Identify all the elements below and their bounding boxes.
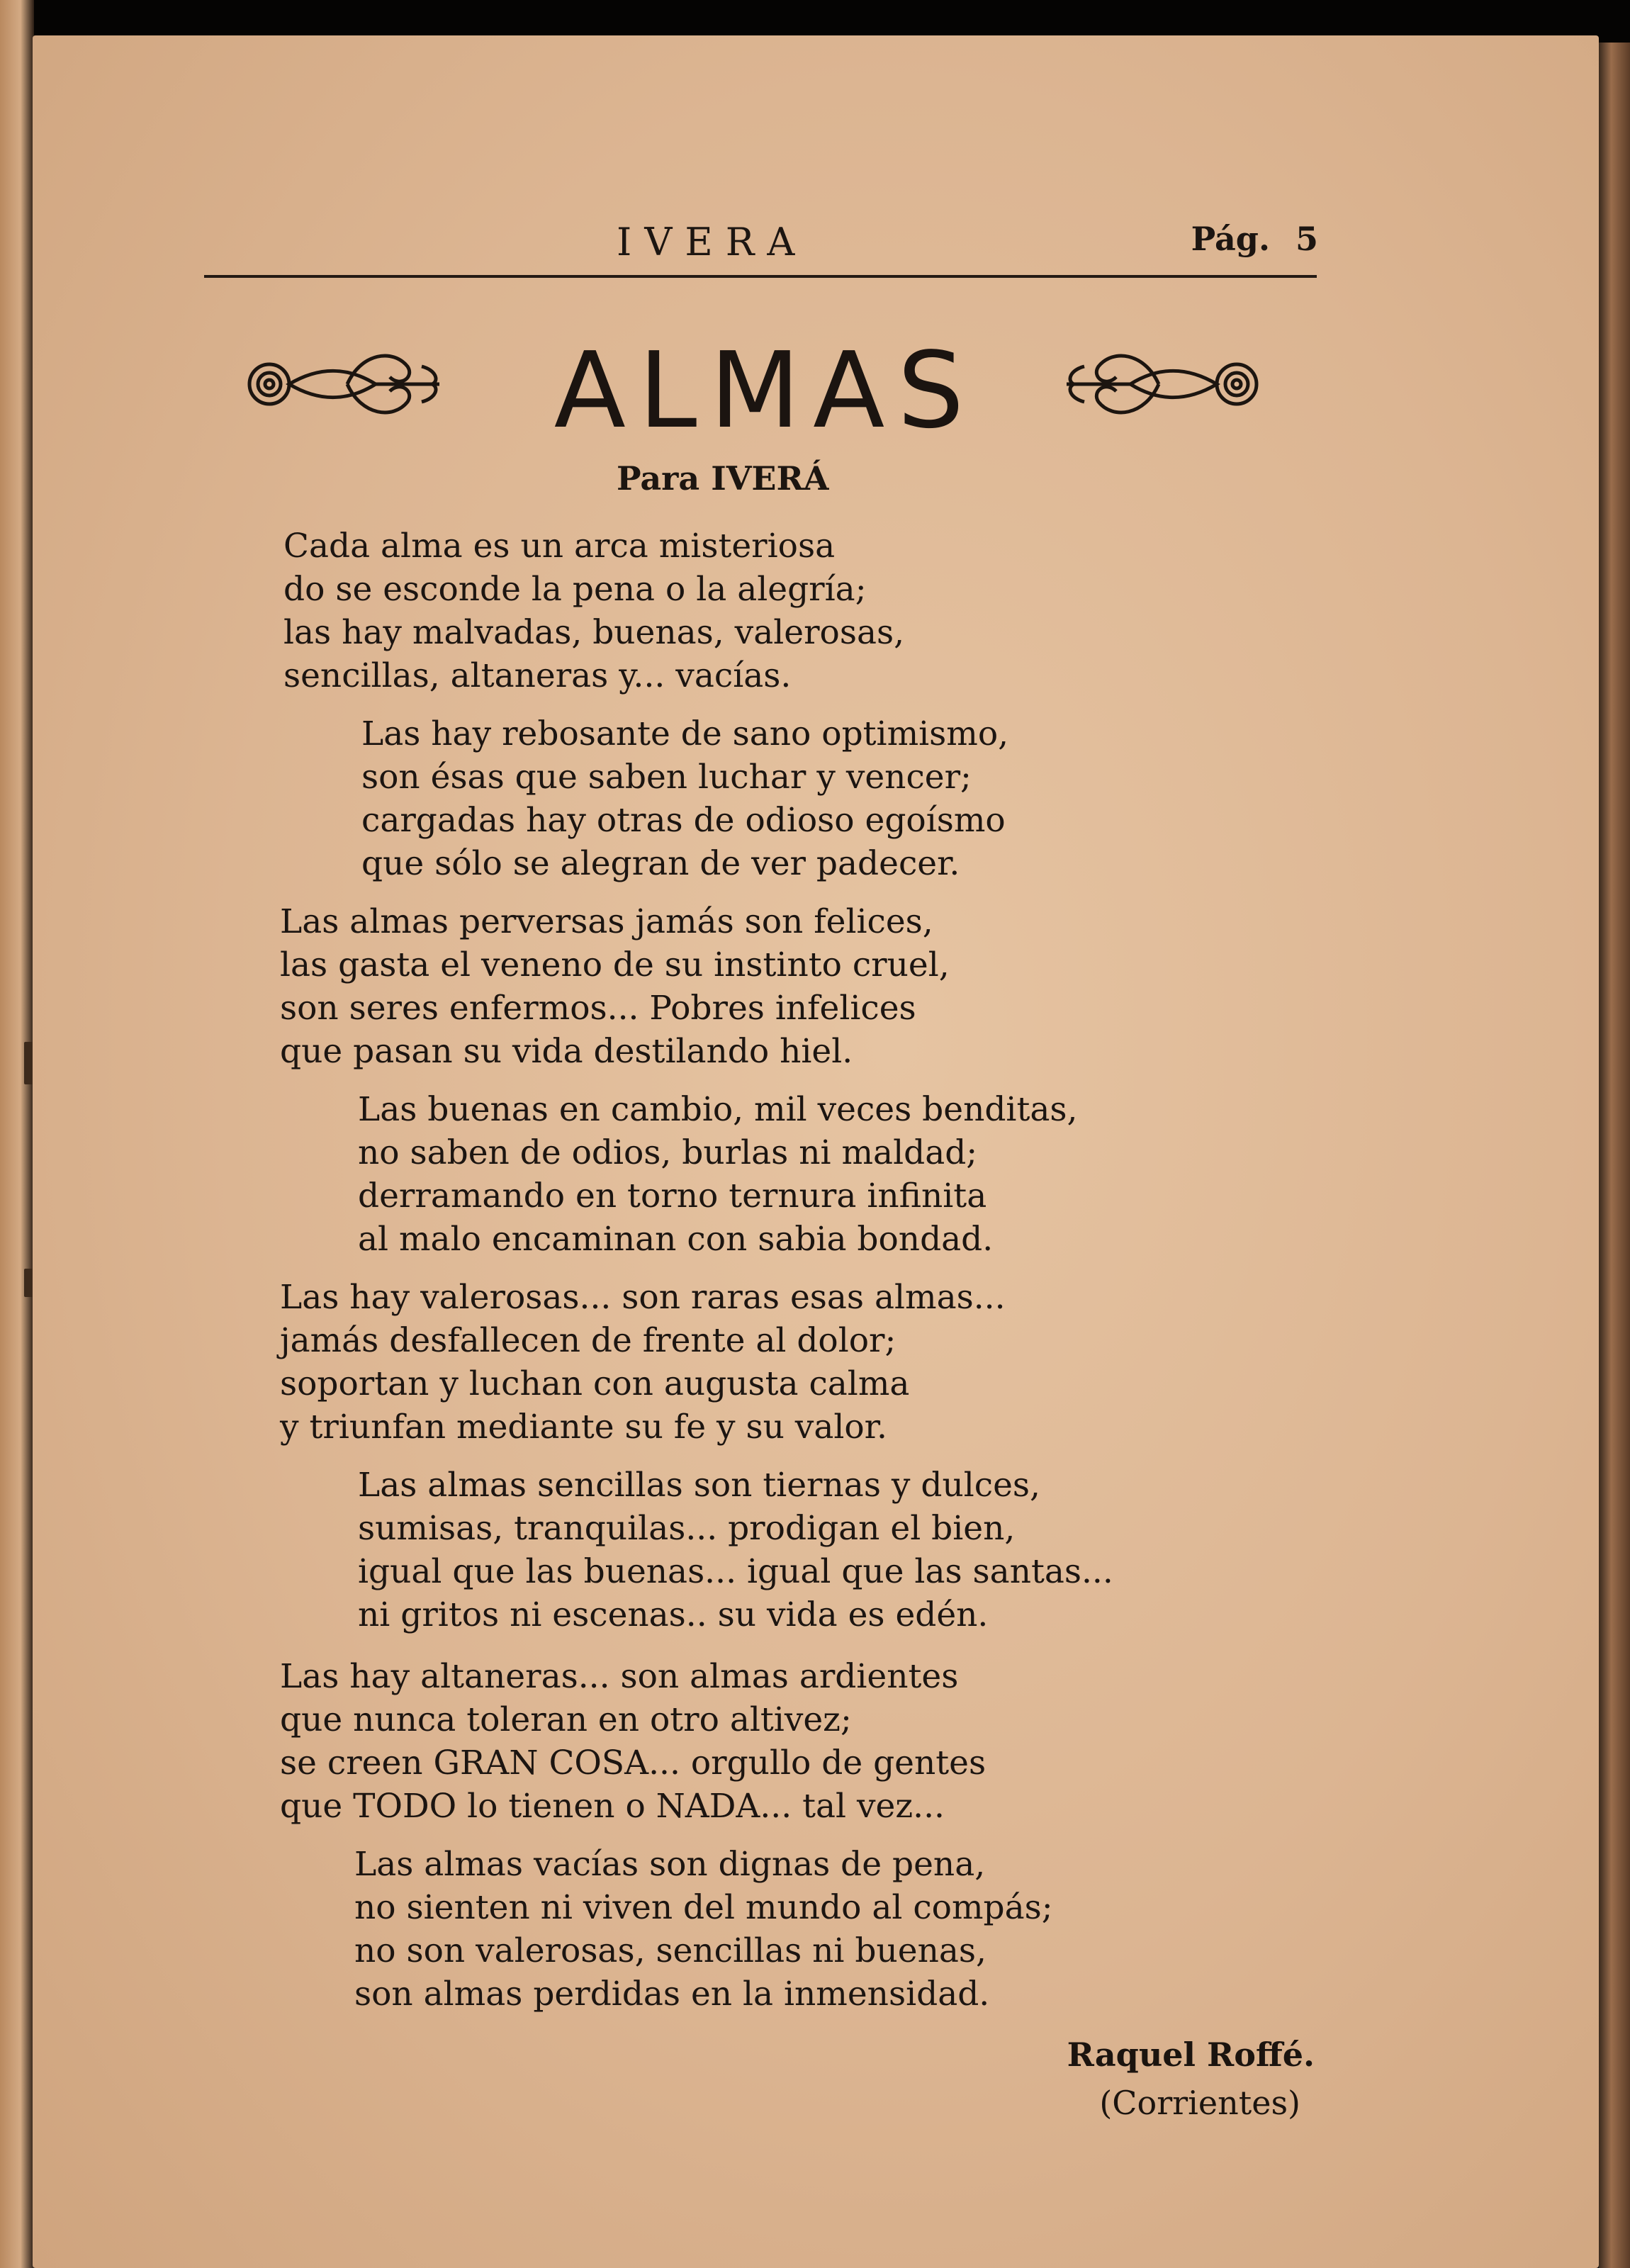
running-header [206, 220, 1318, 269]
verse-line: Las hay rebosante de sano optimismo, [361, 714, 1009, 753]
stanza [283, 524, 1276, 697]
verse-line: no son valerosas, sencillas ni buenas, [354, 1931, 987, 1970]
verse-line: se creen GRAN COSA... orgullo de gentes [280, 1744, 987, 1783]
verse-line: no sienten ni viven del mundo al compás; [354, 1888, 1053, 1927]
verse-line: soportan y luchan con augusta calma [280, 1364, 910, 1403]
verse-line: Las buenas en cambio, mil veces benditas, [358, 1090, 1078, 1129]
magazine-title: IVERA [617, 220, 808, 264]
verse-line: derramando en torno ternura infinita [358, 1177, 987, 1216]
verse-line: cargadas hay otras de odioso egoísmo [361, 801, 1006, 840]
header-rule [204, 275, 1317, 278]
verse-line: Las almas sencillas son tiernas y dulces, [358, 1466, 1040, 1505]
verse-line: que pasan su vida destilando hiel. [280, 1032, 853, 1071]
left-page-edge [0, 0, 34, 2268]
verse-line: Cada alma es un arca misteriosa [283, 527, 836, 566]
stanza [358, 1088, 1350, 1261]
verse-line: las gasta el veneno de su instinto cruel, [280, 945, 950, 984]
ornament-right-icon [1060, 338, 1265, 430]
author-name: Raquel Roffé. [1067, 2036, 1315, 2074]
verse-line: Las hay altaneras... son almas ardientes [280, 1657, 959, 1696]
verse-line: son seres enfermos... Pobres infelices [280, 989, 916, 1028]
stanza [280, 900, 1272, 1073]
poem-title: ALMAS [553, 330, 977, 451]
verse-line: y triunfan mediante su fe y su valor. [280, 1408, 887, 1447]
verse-line: Las almas vacías son dignas de pena, [354, 1845, 986, 1884]
stanza [354, 1843, 1347, 2016]
right-page-edge [1599, 43, 1630, 2268]
verse-line: igual que las buenas... igual que las santas... [358, 1552, 1113, 1591]
verse-line: son ésas que saben luchar y vencer; [361, 758, 972, 797]
verse-line: Las hay valerosas... son raras esas almas... [280, 1278, 1006, 1317]
verse-line: Las almas perversas jamás son felices, [280, 902, 933, 941]
poem-heading [206, 322, 1318, 450]
verse-line: sencillas, altaneras y... vacías. [283, 656, 792, 695]
verse-line: sumisas, tranquilas... prodigan el bien, [358, 1509, 1016, 1548]
verse-line: que TODO lo tienen o NADA... tal vez... [280, 1787, 945, 1826]
verse-line: que sólo se alegran de ver padecer. [361, 844, 960, 883]
stanza [361, 712, 1354, 885]
verse-line: las hay malvadas, buenas, valerosas, [283, 613, 905, 652]
stanza [280, 1276, 1272, 1449]
page-number: Pág. 5 [1191, 220, 1318, 258]
verse-line: jamás desfallecen de frente al dolor; [280, 1321, 896, 1360]
verse-line: al malo encaminan con sabia bondad. [358, 1220, 994, 1259]
stanza [358, 1464, 1350, 1637]
stanza [280, 1655, 1272, 1828]
dedication: Para IVERÁ [617, 459, 829, 498]
verse-line: son almas perdidas en la inmensidad. [354, 1975, 990, 2014]
verse-line: no saben de odios, burlas ni maldad; [358, 1133, 978, 1172]
verse-line: ni gritos ni escenas.. su vida es edén. [358, 1595, 989, 1634]
author-place: (Corrientes) [1099, 2084, 1300, 2122]
verse-line: que nunca toleran en otro altivez; [280, 1700, 852, 1739]
verse-line: do se esconde la pena o la alegría; [283, 570, 867, 609]
ornament-left-icon [241, 338, 446, 430]
